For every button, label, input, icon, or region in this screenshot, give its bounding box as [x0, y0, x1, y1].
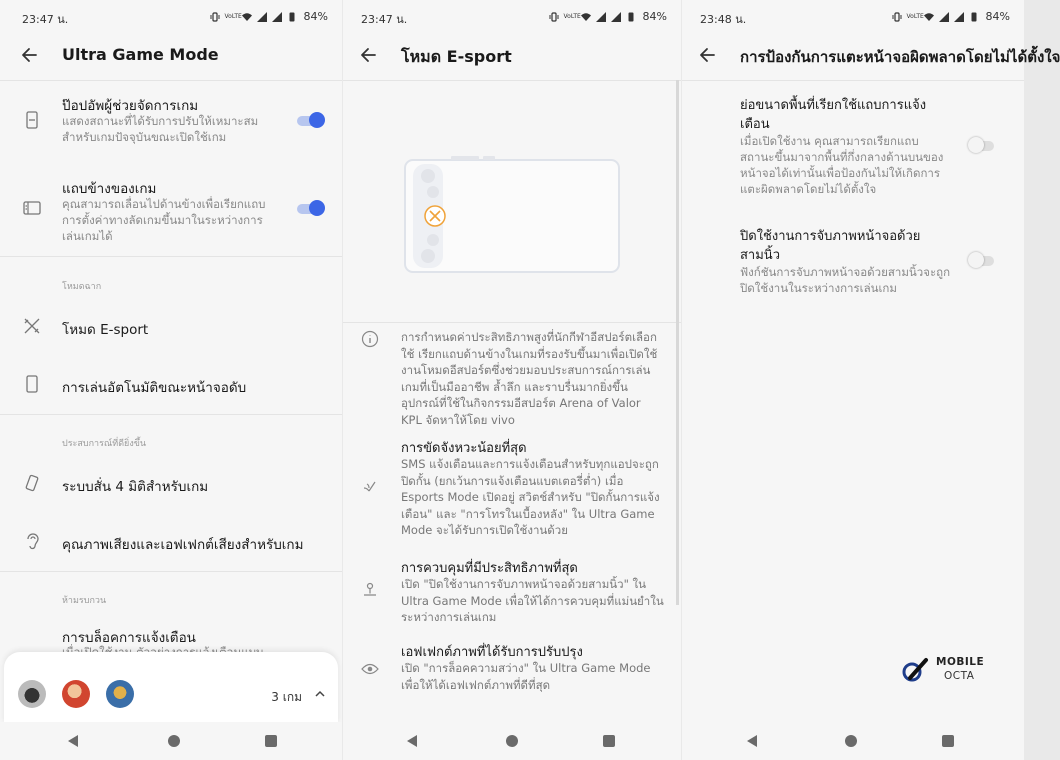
autoplay-label: การเล่นอัตโนมัติขณะหน้าจอดับ [62, 380, 247, 396]
brand-name-line2: OCTA [944, 670, 975, 682]
eye-icon [361, 660, 379, 678]
row-subtitle: เมื่อเปิดใช้งาน คุณสามารถเรียกแถบสถานะขึ้นมาจากพื้นที่กึ่งกลางด้านบนของหน้าจอได้เท่านั้นเพื่อป้องกันไม่ให้เกิดการแตะผิดพลาดโดยไม่ได้ตั้งใจ [740, 134, 944, 196]
navigation-bar [343, 722, 681, 760]
page-title: Ultra Game Mode [62, 45, 219, 64]
section-header-experience: ประสบการณ์ที่ดียิ่งขึ้น [62, 439, 147, 449]
game-sidebar-toggle[interactable] [295, 199, 325, 217]
mobile-octa-logo-icon [900, 656, 932, 684]
watermark-logo [900, 654, 1000, 686]
battery-level: 84% [642, 10, 667, 23]
esport-phone-illustration [343, 80, 681, 322]
divider [343, 322, 681, 323]
joystick-icon [361, 580, 379, 598]
feature-desc: เปิด "การล็อคความสว่าง" ใน Ultra Game Mode เพื่อให้ได้เอฟเฟกต์ภาพที่ดีที่สุด [401, 661, 651, 692]
game-icon-rov[interactable] [62, 680, 90, 708]
page-title: การป้องกันการแตะหน้าจอผิดพลาดโดยไม่ได้ตั้งใจ [740, 48, 1060, 66]
brand-name-line1: MOBILE [936, 656, 985, 668]
vibrate-icon [892, 12, 902, 22]
game-icon-asphalt[interactable] [18, 680, 46, 708]
nav-back-icon[interactable] [405, 734, 419, 748]
accidental-touch-screen [682, 0, 1060, 760]
game-icon-pubg[interactable] [106, 680, 134, 708]
status-time: 23:47 น. [22, 13, 69, 26]
status-bar [0, 0, 342, 34]
row-title: ป๊อปอัพผู้ช่วยจัดการเกม [62, 98, 199, 114]
ear-icon [22, 531, 42, 551]
nav-recents-icon[interactable] [603, 735, 615, 747]
signal-2-icon [611, 12, 621, 22]
status-bar [682, 0, 1024, 34]
vibration-label: ระบบสั่น 4 มิติสำหรับเกม [62, 479, 209, 495]
signal-icon [596, 12, 606, 22]
nav-recents-icon[interactable] [942, 735, 954, 747]
section-header-modes: โหมดฉาก [62, 282, 102, 292]
navigation-bar [0, 722, 342, 760]
sidebar-panel-icon [22, 198, 42, 218]
back-arrow-icon[interactable] [698, 45, 718, 65]
nav-home-icon[interactable] [506, 735, 518, 747]
signal-2-icon [272, 12, 282, 22]
notif-block-title: การบล็อคการแจ้งเตือน [62, 630, 196, 646]
popup-window-icon [22, 110, 42, 130]
volte-badge: VoLTE [563, 13, 581, 20]
navigation-bar [682, 722, 1024, 760]
divider [0, 80, 342, 81]
phone-icon [22, 374, 42, 394]
section-header-disturb: ห้ามรบกวน [62, 596, 107, 606]
esport-mode-screen [343, 0, 681, 760]
status-time: 23:48 น. [700, 13, 747, 26]
row-title: แถบข้างของเกม [62, 181, 157, 197]
battery-level: 84% [985, 10, 1010, 23]
game-count: 3 เกม [271, 690, 302, 704]
no-disturb-icon [361, 478, 379, 496]
feature-title: การควบคุมที่มีประสิทธิภาพที่สุด [401, 561, 578, 576]
divider [682, 80, 1024, 81]
status-time: 23:47 น. [361, 13, 408, 26]
signal-icon [257, 12, 267, 22]
nav-recents-icon[interactable] [265, 735, 277, 747]
audio-label: คุณภาพเสียงและเอฟเฟกต์เสียงสำหรับเกม [62, 537, 304, 553]
feature-title: เอฟเฟกต์ภาพที่ได้รับการปรับปรุง [401, 645, 583, 660]
wifi-icon [924, 12, 934, 22]
vibrate-icon [549, 12, 559, 22]
page-title: โหมด E-sport [401, 47, 512, 66]
signal-2-icon [954, 12, 964, 22]
nav-back-icon[interactable] [745, 734, 759, 748]
battery-icon [287, 12, 297, 22]
row-title: ปิดใช้งานการจับภาพหน้าจอด้วยสามนิ้ว [740, 229, 921, 263]
row-subtitle: ฟังก์ชันการจับภาพหน้าจอด้วยสามนิ้วจะถูกปิดใช้งานในระหว่างการเล่นเกม [740, 265, 951, 295]
divider [0, 414, 342, 415]
wifi-icon [242, 12, 252, 22]
crossed-swords-icon [22, 316, 42, 336]
nav-home-icon[interactable] [845, 735, 857, 747]
row-title: ย่อขนาดพื้นที่เรียกใช้แถบการแจ้งเตือน [740, 98, 927, 132]
nav-home-icon[interactable] [168, 735, 180, 747]
ultra-game-mode-screen [0, 0, 342, 760]
row-subtitle: คุณสามารถเลื่อนไปด้านข้างเพื่อเรียกแถบการตั้งค่าทางลัดเกมขึ้นมาในระหว่างการเล่นเกมได้ [62, 197, 266, 243]
game-assistant-popup-toggle[interactable] [295, 111, 325, 129]
vibrate-icon [210, 12, 220, 22]
feature-title: การขัดจังหวะน้อยที่สุด [401, 441, 527, 456]
divider [0, 256, 342, 257]
nav-back-icon[interactable] [66, 734, 80, 748]
esport-info-text: การกำหนดค่าประสิทธิภาพสูงที่นักกีฬาอีสปอร์ตเลือกใช้ เรียกแถบด้านข้างในเกมที่รองรับขึ้นมาเพื่อเปิดใช้งานโหมดอีสปอร์ตซึ่งช่วยมอบประสบการณ์การเล่นเกมที่เป็นมืออาชีพ ล้ำลึก และราบรื่นมากยิ่งขึ้น อุปกรณ์ที่ใช้ในกิจกรรมอีสปอร์ต Arena of Valor KPL จัดหาให้โดย vivo [401, 330, 658, 427]
vibration-phone-icon [22, 473, 42, 493]
volte-badge: VoLTE [224, 13, 242, 20]
battery-icon [626, 12, 636, 22]
battery-level: 84% [303, 10, 328, 23]
battery-icon [969, 12, 979, 22]
game-tray[interactable] [4, 652, 338, 724]
shrink-notification-area-toggle[interactable] [968, 136, 998, 154]
back-arrow-icon[interactable] [359, 45, 379, 65]
volte-badge: VoLTE [906, 13, 924, 20]
status-bar [343, 0, 681, 34]
feature-desc: SMS แจ้งเตือนและการแจ้งเตือนสำหรับทุกแอปจะถูกปิดกั้น (ยกเว้นการแจ้งเตือนแบตเตอรี่ต่ำ) เมื่อ Esports Mode เปิดอยู่ สวิตช์สำหรับ "ปิดกั้นการแจ้งเตือน" และ "การโทรในเบื้องหลัง" ใน Ultra Game Mode จะได้รับการเปิดใช้งานด้วย [401, 457, 660, 537]
scrollbar[interactable] [676, 80, 679, 605]
feature-desc: เปิด "ปิดใช้งานการจับภาพหน้าจอด้วยสามนิ้ว" ใน Ultra Game Mode เพื่อให้ได้การควบคุมที่แม่นยำในระหว่างการเล่นเกม [401, 577, 664, 624]
info-icon [361, 330, 379, 348]
wifi-icon [581, 12, 591, 22]
three-finger-screenshot-toggle[interactable] [968, 251, 998, 269]
row-subtitle: แสดงสถานะที่ได้รับการปรับให้เหมาะสมสำหรับเกมปัจจุบันขณะเปิดใช้เกม [62, 114, 259, 144]
chevron-up-icon[interactable] [314, 688, 326, 700]
back-arrow-icon[interactable] [20, 45, 40, 65]
divider [0, 571, 342, 572]
esport-mode-label: โหมด E-sport [62, 322, 149, 338]
signal-icon [939, 12, 949, 22]
